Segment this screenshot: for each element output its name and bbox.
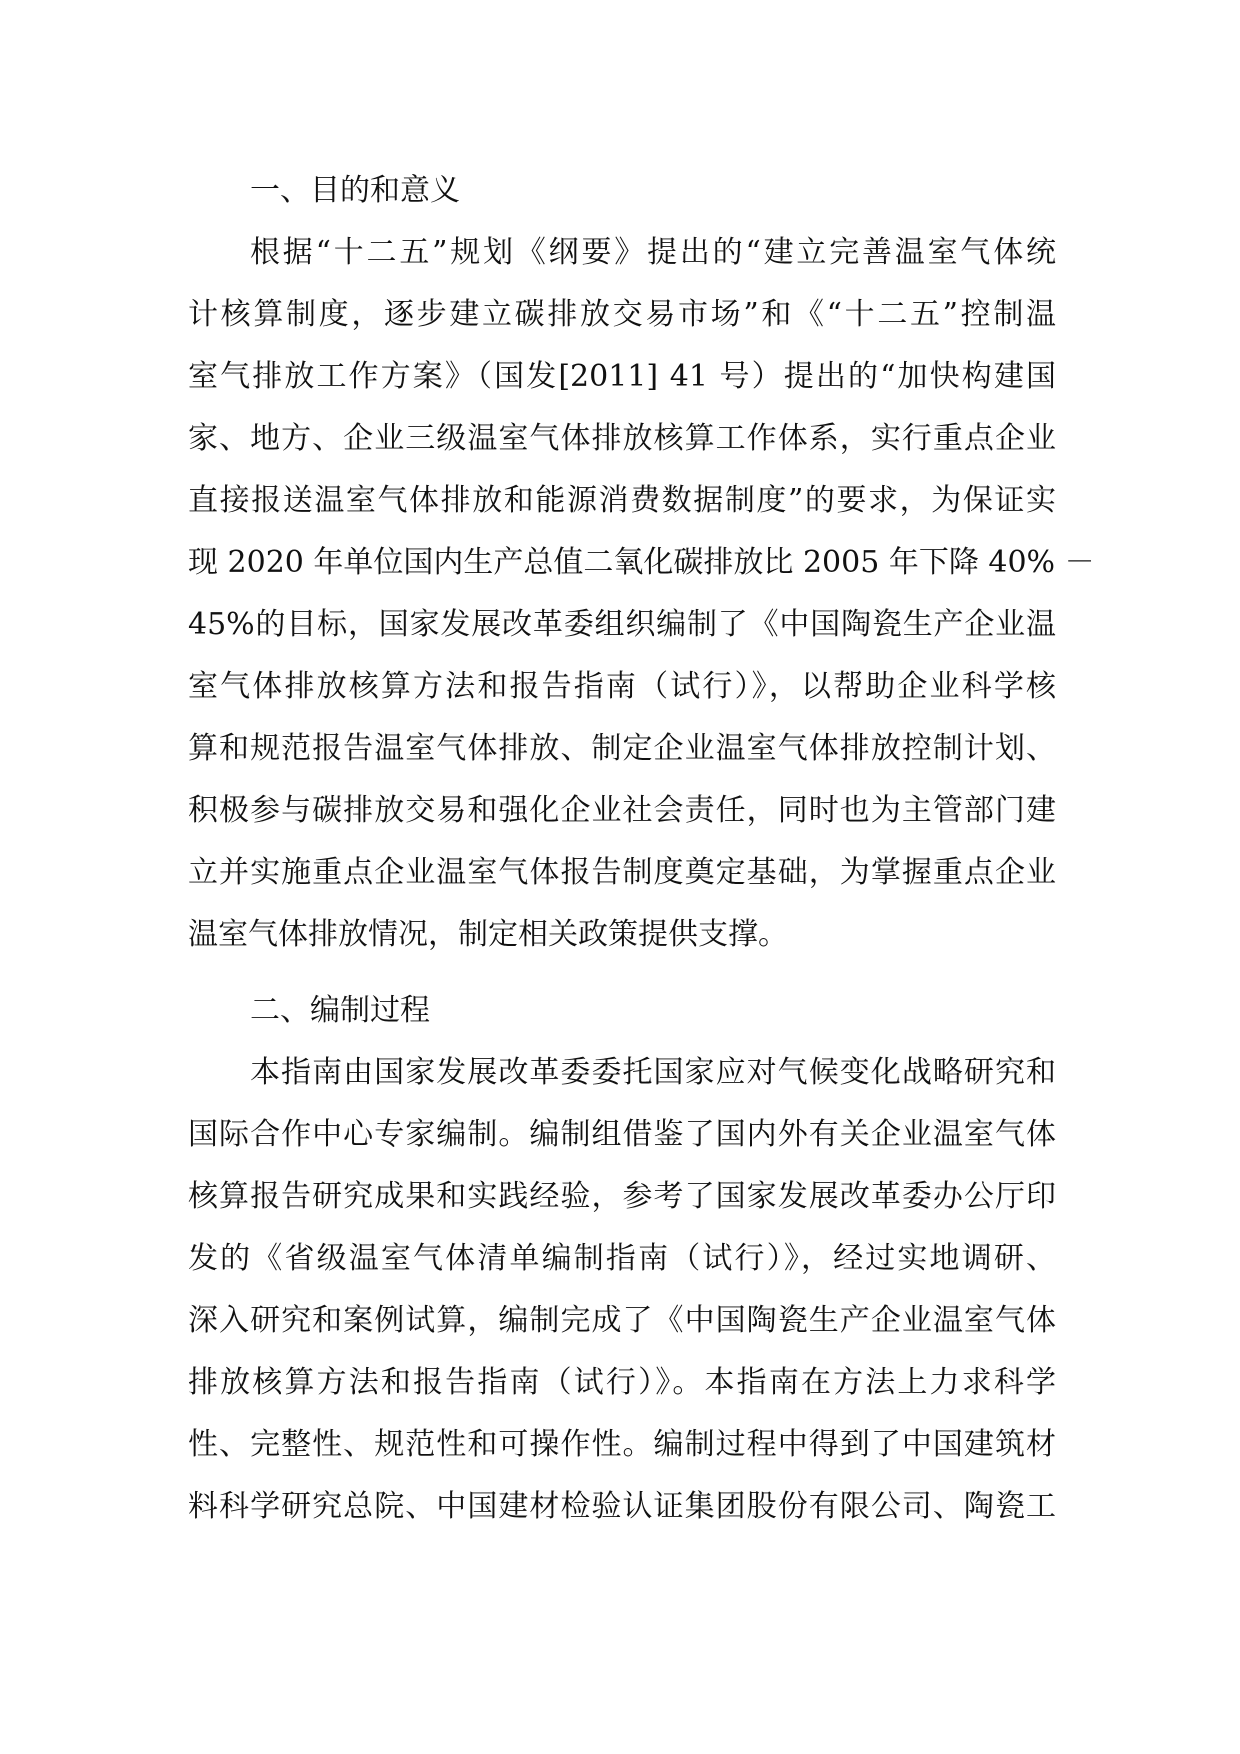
text-line: 排放核算方法和报告指南（试行）》。本指南在方法上力求科学: [188, 1365, 1056, 1400]
text-line: 国际合作中心专家编制。编制组借鉴了国内外有关企业温室气体: [188, 1117, 1056, 1152]
text-line: 核算报告研究成果和实践经验，参考了国家发展改革委办公厅印: [188, 1179, 1056, 1214]
text-line: 计核算制度，逐步建立碳排放交易市场”和《“十二五”控制温: [188, 297, 1056, 332]
text-line: 立并实施重点企业温室气体报告制度奠定基础，为掌握重点企业: [188, 855, 1056, 890]
paragraph: [188, 222, 1095, 966]
section-heading: 一、目的和意义: [250, 173, 460, 208]
text-line: 发的《省级温室气体清单编制指南（试行）》，经过实地调研、: [188, 1241, 1056, 1276]
document-page: [188, 160, 1095, 1538]
paragraph: [188, 1042, 1056, 1538]
text-line: 温室气体排放情况，制定相关政策提供支撑。: [188, 917, 788, 952]
text-line: 现 2020 年单位国内生产总值二氧化碳排放比 2005 年下降 40% －: [188, 545, 1095, 580]
text-line: 室气体排放核算方法和报告指南（试行）》，以帮助企业科学核: [188, 669, 1056, 704]
section-compilation-process: [188, 980, 1056, 1538]
text-line: 积极参与碳排放交易和强化企业社会责任，同时也为主管部门建: [188, 793, 1056, 828]
spacer: [188, 966, 1056, 980]
text-line: 算和规范报告温室气体排放、制定企业温室气体排放控制计划、: [188, 731, 1056, 766]
text-line: 直接报送温室气体排放和能源消费数据制度”的要求，为保证实: [188, 483, 1056, 518]
section-purpose: [188, 160, 1095, 966]
text-line: 料科学研究总院、中国建材检验认证集团股份有限公司、陶瓷工: [188, 1489, 1056, 1524]
text-line: 根据“十二五”规划《纲要》提出的“建立完善温室气体统: [250, 235, 1056, 270]
text-line: 深入研究和案例试算，编制完成了《中国陶瓷生产企业温室气体: [188, 1303, 1056, 1338]
text-line: 本指南由国家发展改革委委托国家应对气候变化战略研究和: [250, 1055, 1056, 1090]
text-line: 45%的目标，国家发展改革委组织编制了《中国陶瓷生产企业温: [188, 607, 1056, 642]
section-heading: 二、编制过程: [250, 993, 430, 1028]
text-line: 性、完整性、规范性和可操作性。编制过程中得到了中国建筑材: [188, 1427, 1056, 1462]
text-line: 室气排放工作方案》（国发[2011] 41 号）提出的“加快构建国: [188, 359, 1056, 394]
text-line: 家、地方、企业三级温室气体排放核算工作体系，实行重点企业: [188, 421, 1056, 456]
